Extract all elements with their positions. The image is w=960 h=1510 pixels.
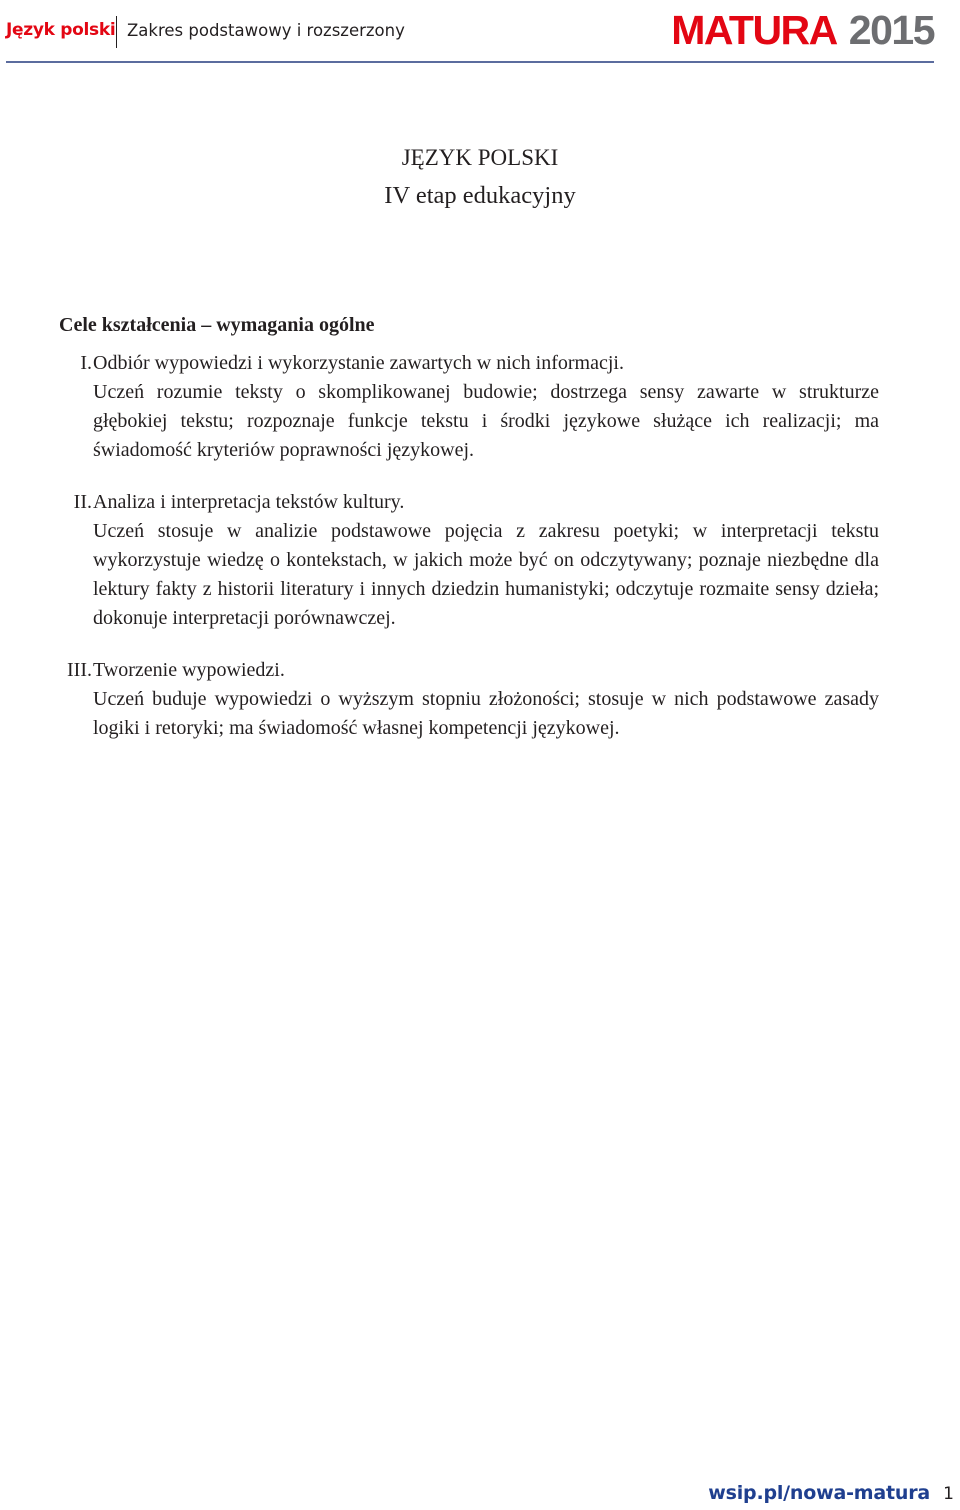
requirement-item bbox=[59, 656, 879, 743]
requirement-heading: Analiza i interpretacja tekstów kultury. bbox=[93, 491, 405, 513]
requirement-item bbox=[59, 349, 879, 465]
matura-logo-word: MATURA bbox=[671, 7, 837, 53]
matura-logo-year: 2015 bbox=[848, 7, 934, 53]
matura-logo bbox=[671, 7, 934, 53]
page-header bbox=[0, 0, 960, 70]
requirement-number: I. bbox=[80, 352, 92, 374]
requirement-description: Uczeń stosuje w analizie podstawowe pojęcia z zakresu poetyki; w interpretacji tekstu wykorzystuje wiedzę o kontekstach, w jakich może być on odczytywany; poznaje niezbędne dla lektury fakty z historii literatury i innych dziedzin humanistyki; odczytuje rozmaite sensy dzieła; dokonuje interpretacji porównawczej. bbox=[93, 520, 879, 629]
requirement-body bbox=[93, 349, 879, 465]
document-title bbox=[0, 143, 960, 211]
title-stage: IV etap edukacyjny bbox=[384, 182, 576, 209]
header-divider bbox=[116, 16, 117, 48]
requirement-number: II. bbox=[73, 491, 92, 513]
requirement-description: Uczeń rozumie teksty o skomplikowanej budowie; dostrzega sensy zawarte w strukturze głębokiej tekstu; rozpoznaje funkcje tekstu i środki językowe służące ich realizacji; ma świadomość kryteriów poprawności językowej. bbox=[93, 381, 879, 461]
requirement-item bbox=[59, 488, 879, 633]
requirement-body bbox=[93, 488, 879, 633]
footer-website-link[interactable]: wsip.pl/nowa-matura bbox=[708, 1482, 930, 1504]
requirements-section bbox=[59, 311, 879, 766]
requirement-heading: Tworzenie wypowiedzi. bbox=[93, 659, 285, 681]
header-rule bbox=[6, 61, 934, 63]
requirement-heading: Odbiór wypowiedzi i wykorzystanie zawartych w nich informacji. bbox=[93, 352, 624, 374]
requirement-number: III. bbox=[67, 659, 92, 681]
requirement-body bbox=[93, 656, 879, 743]
requirement-description: Uczeń buduje wypowiedzi o wyższym stopniu złożoności; stosuje w nich podstawowe zasady logiki i retoryki; ma świadomość własnej kompetencji językowej. bbox=[93, 688, 879, 739]
subject-label: Język polski bbox=[6, 20, 116, 40]
scope-label: Zakres podstawowy i rozszerzony bbox=[127, 21, 405, 40]
title-subject: JĘZYK POLSKI bbox=[401, 145, 559, 170]
section-heading: Cele kształcenia – wymagania ogólne bbox=[59, 314, 375, 336]
page-number: 1 bbox=[943, 1484, 954, 1504]
